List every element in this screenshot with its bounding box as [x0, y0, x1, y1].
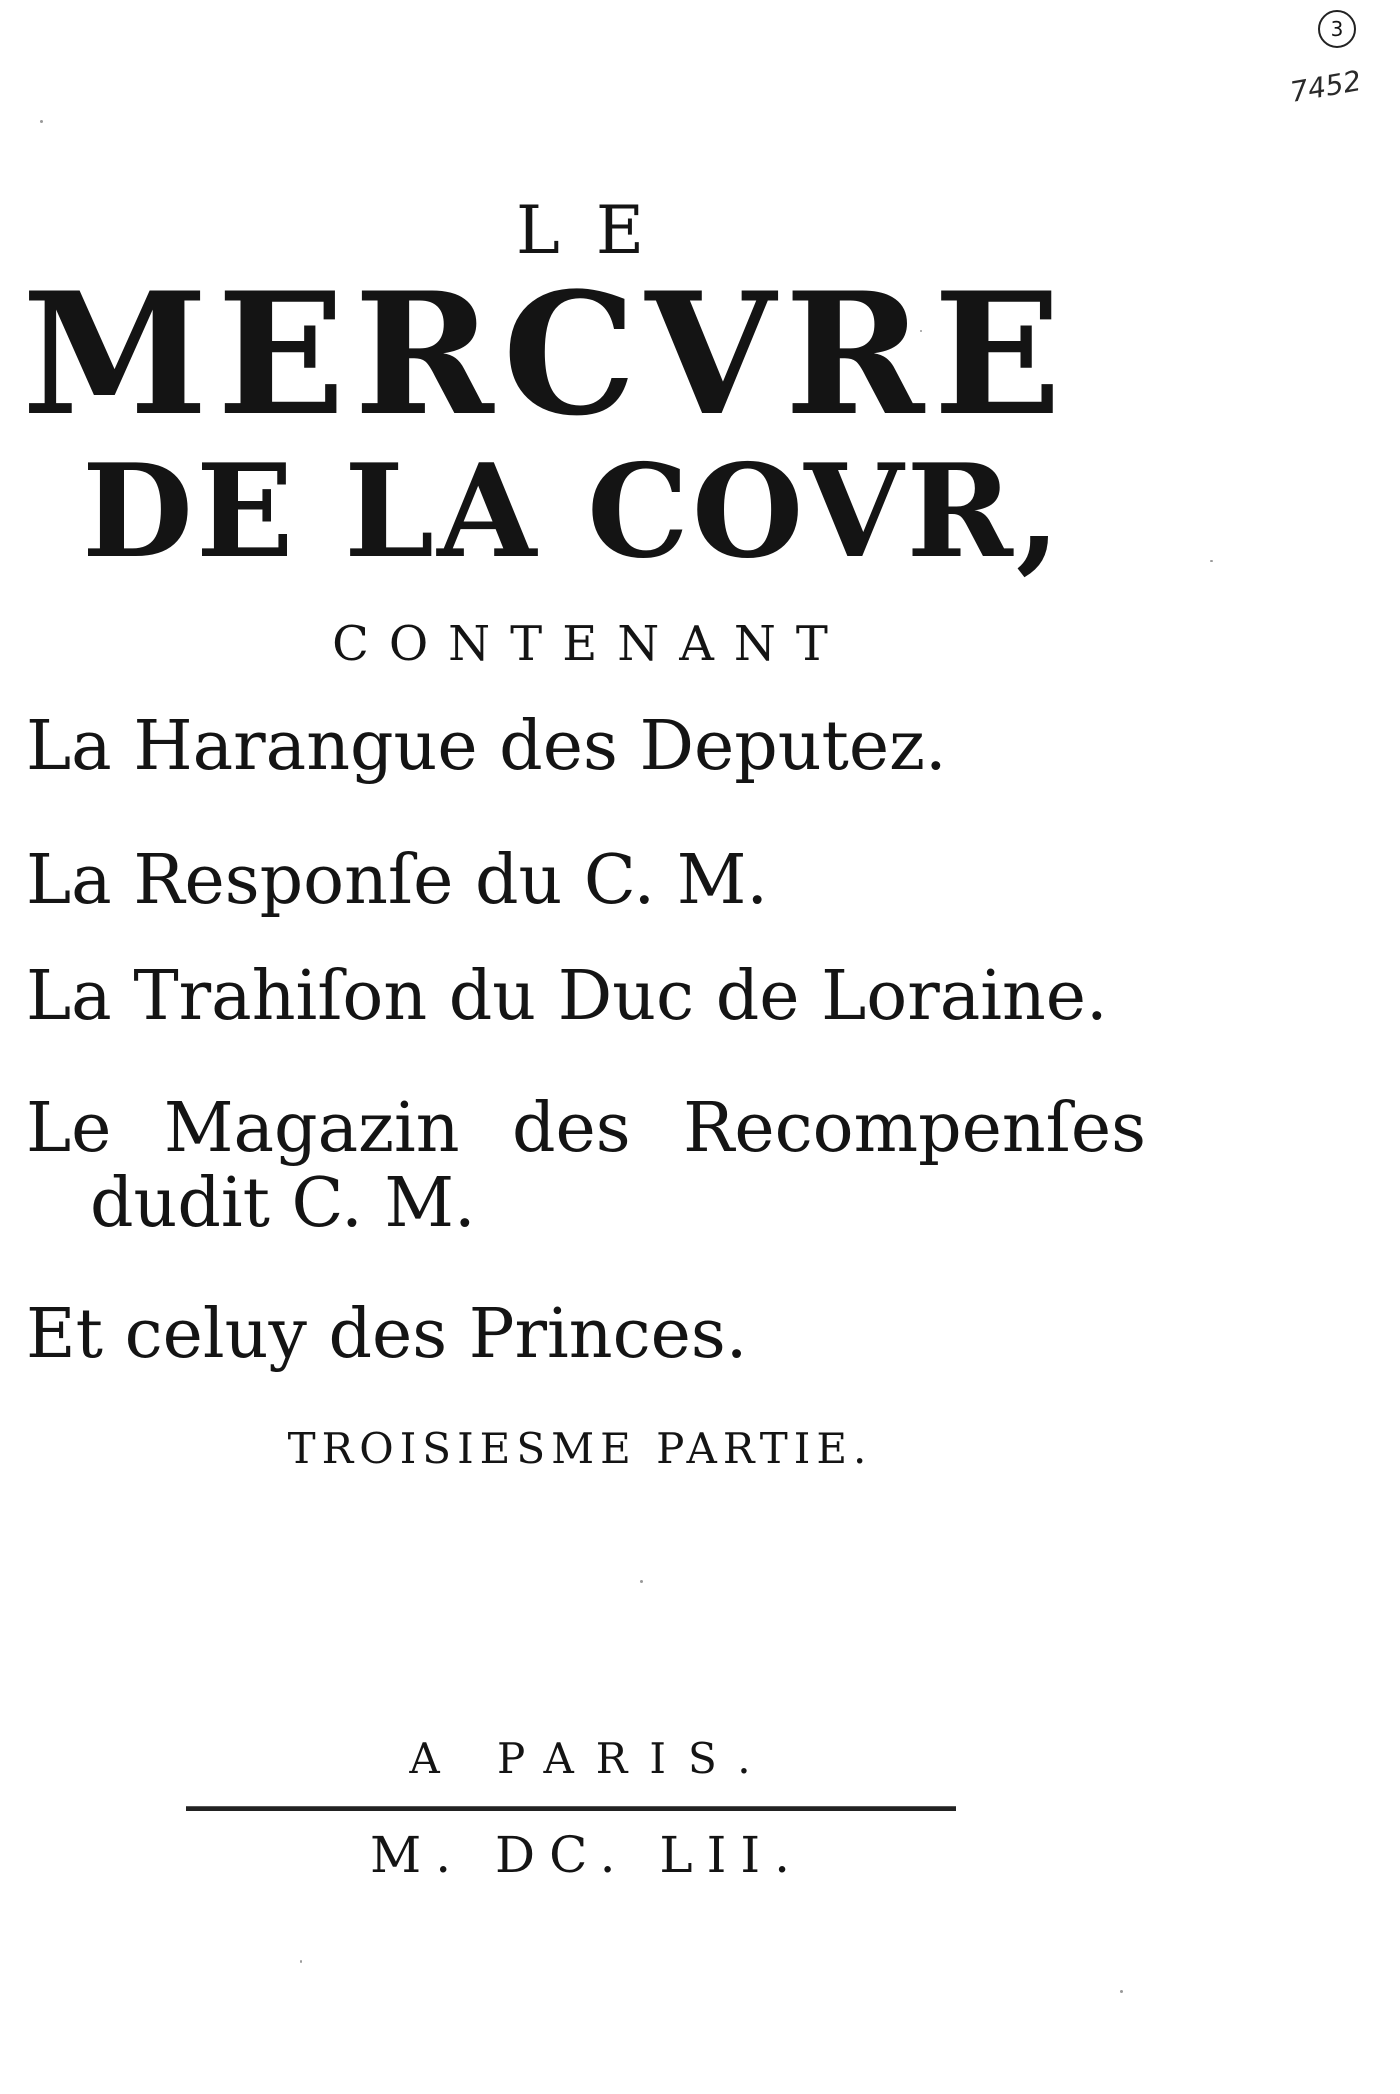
- handwritten-shelf-mark: 7452: [1287, 64, 1364, 109]
- contents-word: des: [511, 1089, 631, 1168]
- contents-item: Et celuy des Princes.: [26, 1295, 748, 1374]
- imprint-rule: [186, 1806, 956, 1811]
- contents-item: La Trahiſon du Duc de Loraine.: [26, 957, 1108, 1036]
- contents-item-continuation: dudit C. M.: [90, 1163, 476, 1243]
- contents-word: Magazin: [163, 1089, 460, 1168]
- paper-speck: [640, 1580, 643, 1583]
- contents-word: Le: [26, 1089, 112, 1168]
- contents-item: La Harangue des Deputez.: [26, 707, 947, 786]
- contents-item-line: [26, 1089, 1146, 1168]
- title-article: LE: [515, 192, 680, 269]
- paper-speck: [300, 1960, 302, 1963]
- contents-item: La Responſe du C. M.: [26, 841, 768, 920]
- imprint-year: M. DC. LII.: [370, 1826, 804, 1884]
- contents-item: [26, 1089, 1146, 1243]
- contents-word: Recompenſes: [683, 1089, 1146, 1168]
- paper-speck: [1210, 560, 1213, 562]
- contents-heading: CONTENANT: [332, 616, 848, 672]
- corner-number-mark: 3: [1318, 10, 1356, 48]
- part-label: TROISIESME PARTIE.: [287, 1424, 873, 1473]
- imprint-city: A PARIS.: [409, 1734, 773, 1783]
- paper-speck: [40, 120, 43, 123]
- title-subtitle: DE LA COVR,: [82, 437, 1064, 587]
- paper-speck: [1120, 1990, 1123, 1993]
- title-main: MERCVRE: [22, 255, 1071, 453]
